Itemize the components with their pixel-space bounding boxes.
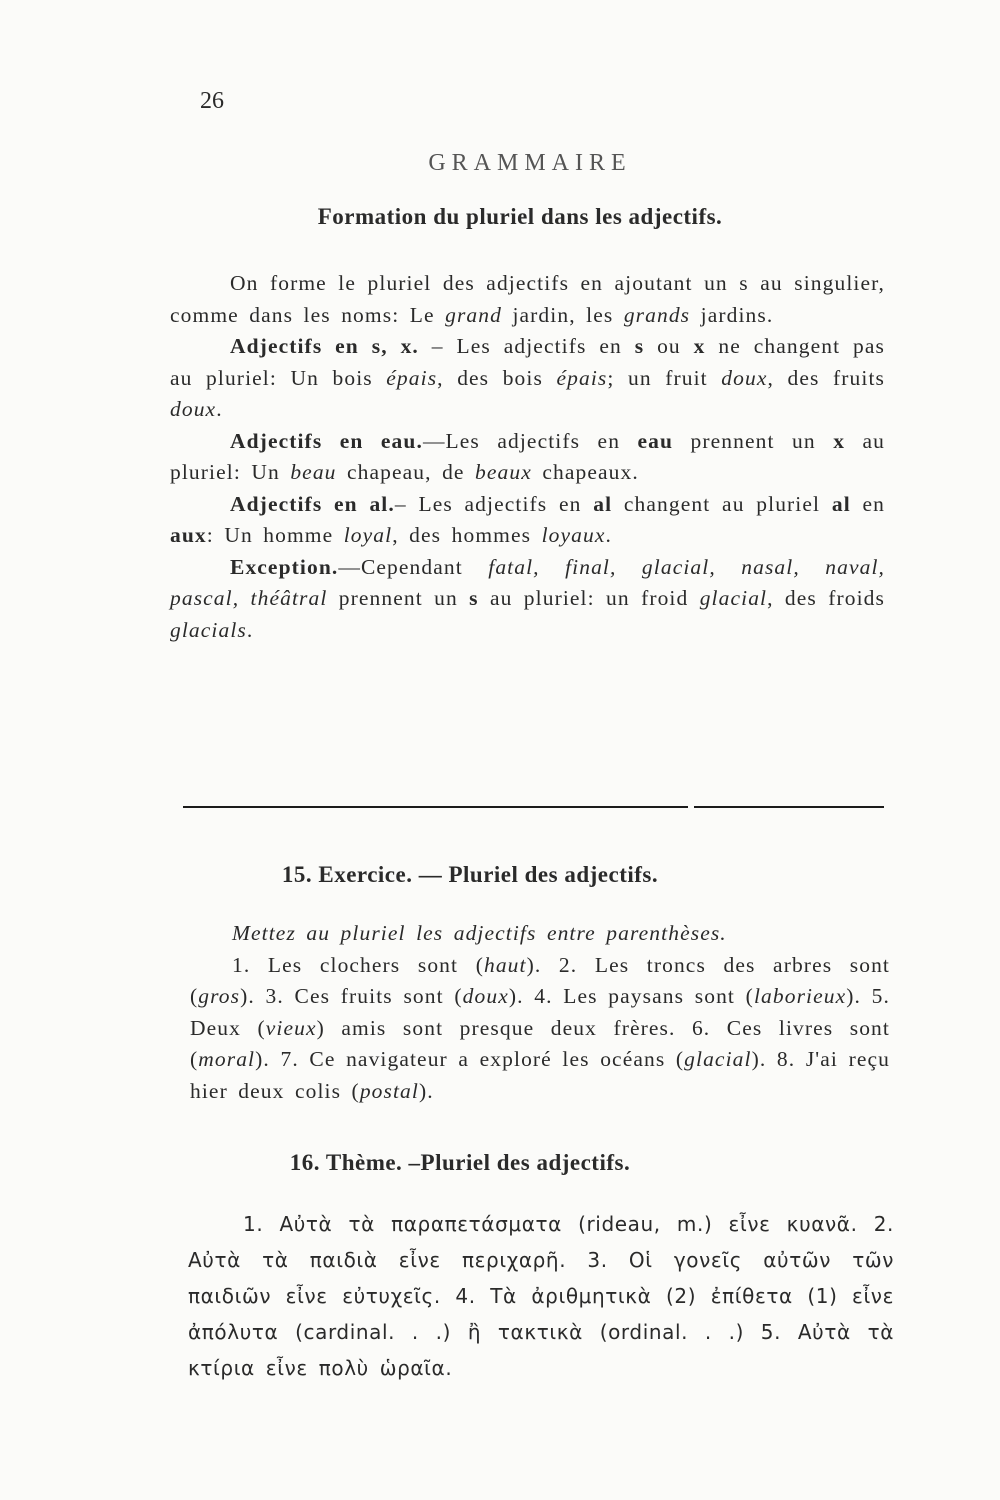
divider-line-right <box>694 806 884 808</box>
page-number: 26 <box>200 88 224 114</box>
exercise-sentences: 1. Les clochers sont (haut). 2. Les troncs des arbres sont (gros). 3. Ces fruits sont (doux). 4. Les paysans sont (laborieux). 5. Deux (vieux) amis sont presque deux frères. 6. Ces livres sont (moral). 7. Ce navigateur a exploré les océans (glacial). 8. J'ai reçu hier deux colis (postal). <box>190 952 891 1103</box>
rule-s-x-paragraph: Adjectifs en s, x. – Les adjectifs en s ou x ne changent pas au pluriel: Un bois épais, des bois épais; un fruit doux, des fruits doux. <box>170 334 886 421</box>
exception-paragraph: Exception.—Cependant fatal, final, glacial, nasal, naval, pascal, théâtral prennent un s au pluriel: un froid glacial, des froids glacials. <box>170 554 885 642</box>
theme-body <box>188 1206 894 1386</box>
intro-paragraph: On forme le pluriel des adjectifs en ajoutant un s au singulier, comme dans les noms: Le grand jardin, les grands jardins. <box>170 271 885 327</box>
grammar-heading: Formation du pluriel dans les adjectifs. <box>317 204 723 229</box>
rule-al-label: Adjectifs en al. <box>230 491 395 516</box>
rule-eau-paragraph: Adjectifs en eau.—Les adjectifs en eau prennent un x au pluriel: Un beau chapeau, de beaux chapeaux. <box>170 428 886 484</box>
exercise-body <box>190 918 890 1107</box>
rule-al-paragraph: Adjectifs en al.– Les adjectifs en al changent au pluriel al en aux: Un homme loyal, des hommes loyaux. <box>170 491 886 547</box>
theme-title: 16. Thème. –Pluriel des adjectifs. <box>289 1150 631 1175</box>
theme-text: 1. Αὐτὰ τὰ παραπετάσματα (rideau, m.) εἶνε κυανᾶ. 2. Αὐτὰ τὰ παιδιὰ εἶνε περιχαρῆ. 3. Οἱ γονεῖς αὐτῶν τῶν παιδιῶν εἶνε εὐτυχεῖς. 4. Τὰ ἀριθμητικὰ (2) ἐπίθετα (1) εἶνε ἀπόλυτα (cardinal. . .) ἢ τακτικὰ (ordinal. . .) 5. Αὐτὰ τὰ κτίρια εἶνε πολὺ ὡραῖα. <box>188 1212 894 1380</box>
exception-label: Exception. <box>230 554 339 579</box>
rule-eau-label: Adjectifs en eau. <box>230 428 423 453</box>
exercise-instruction: Mettez au pluriel les adjectifs entre parenthèses. <box>232 921 727 945</box>
exercise-title: 15. Exercice. — Pluriel des adjectifs. <box>281 862 659 887</box>
section-title: GRAMMAIRE <box>428 150 632 176</box>
rule-s-x-label: Adjectifs en s, x. <box>230 334 419 358</box>
grammar-body <box>170 268 885 646</box>
divider-line-left <box>183 806 688 808</box>
